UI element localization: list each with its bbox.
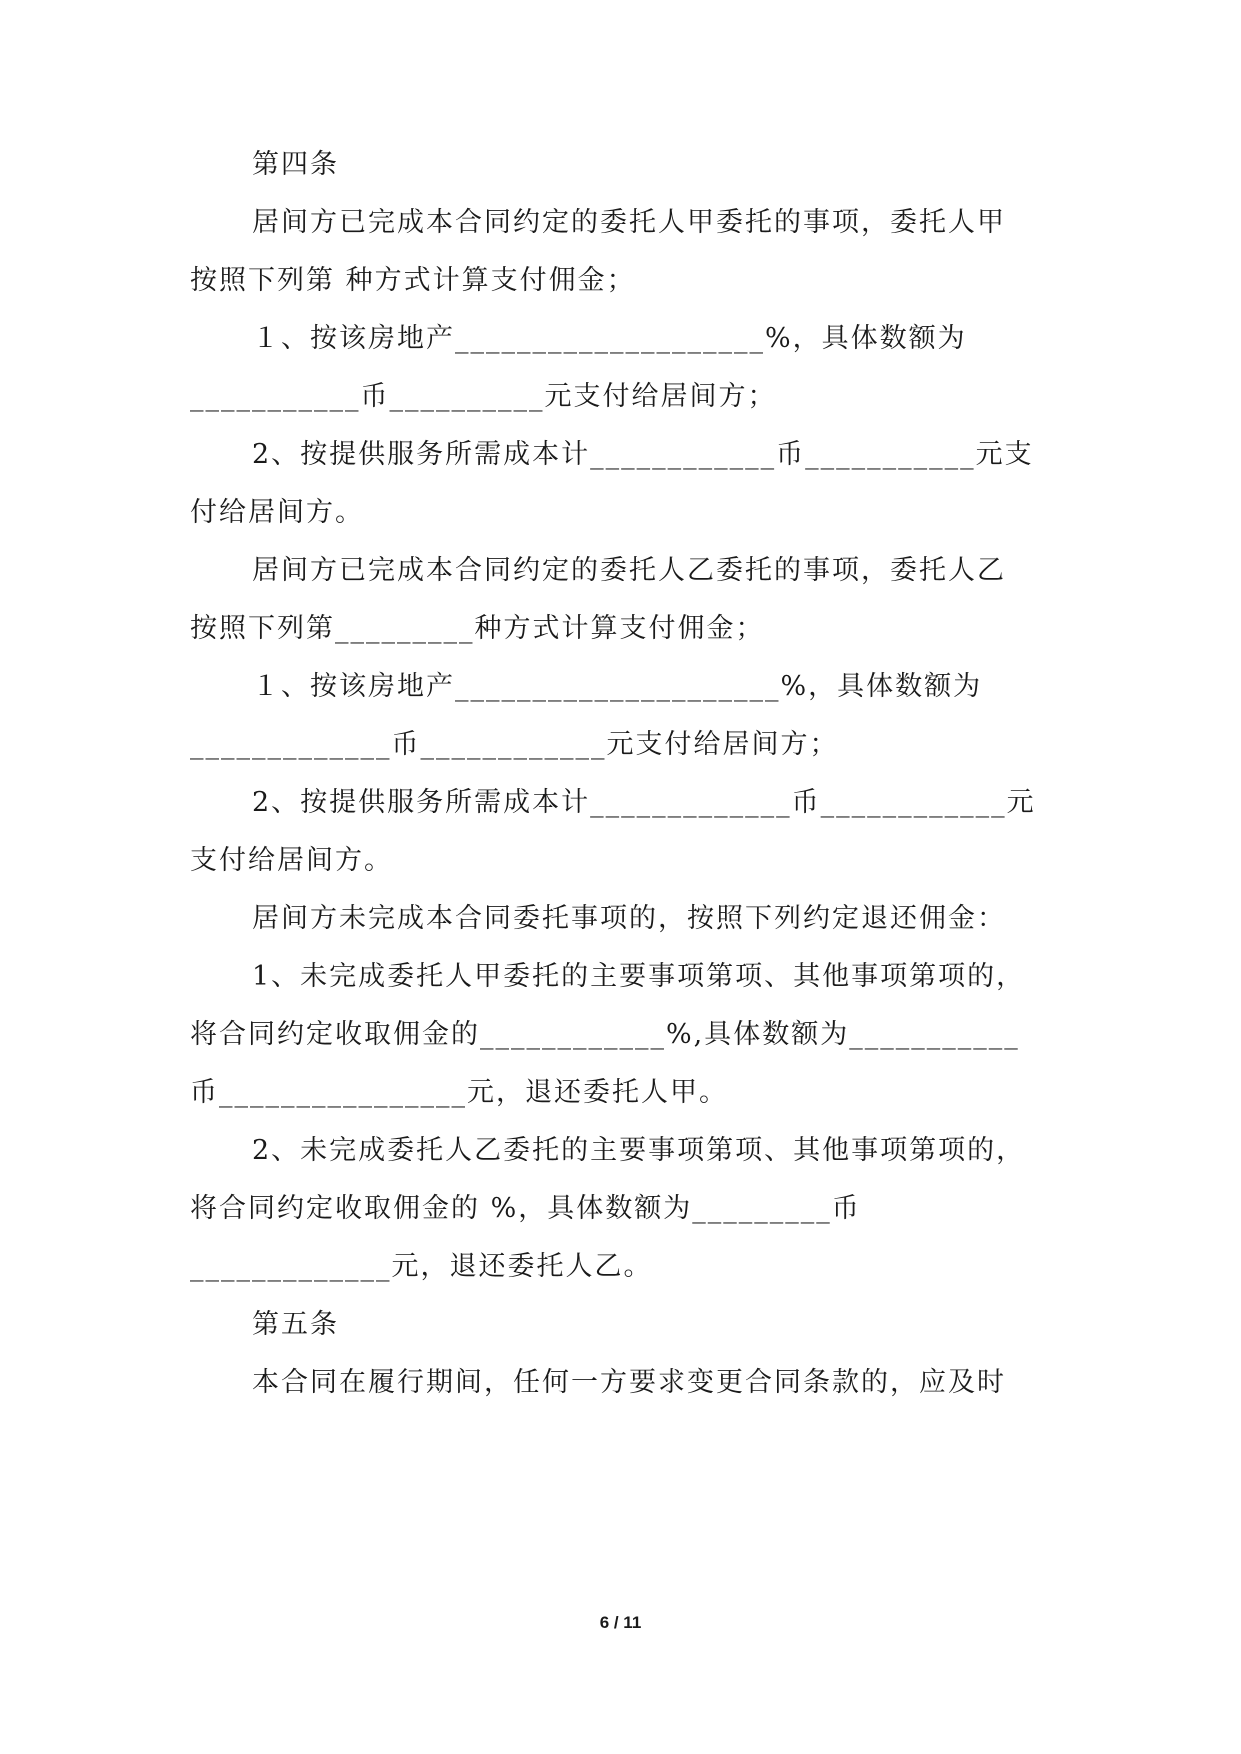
paragraph-line: 居间方已完成本合同约定的委托人甲委托的事项，委托人甲: [252, 207, 1006, 238]
paragraph-line: １、按该房地产____________________%，具体数额为: [252, 323, 967, 354]
page-number: 6 / 11: [599, 1613, 642, 1632]
paragraph-line: 居间方未完成本合同委托事项的，按照下列约定退还佣金：: [252, 903, 1006, 934]
paragraph-line: 支付给居间方。: [190, 845, 393, 876]
paragraph-line: _____________元，退还委托人乙。: [190, 1251, 653, 1282]
article-five-heading: 第五条: [252, 1309, 339, 1340]
paragraph-line: 居间方已完成本合同约定的委托人乙委托的事项，委托人乙: [252, 555, 1006, 586]
paragraph-line: 将合同约定收取佣金的 %，具体数额为_________币: [190, 1193, 861, 1224]
paragraph-line: _____________币____________元支付给居间方；: [190, 729, 839, 760]
article-four-heading: 第四条: [252, 149, 339, 180]
paragraph-line: 按照下列第_________种方式计算支付佣金；: [190, 613, 765, 644]
paragraph-line: 1、未完成委托人甲委托的主要事项第项、其他事项第项的，: [252, 961, 1026, 992]
paragraph-line: １、按该房地产_____________________%，具体数额为: [252, 671, 983, 702]
paragraph-line: 本合同在履行期间，任何一方要求变更合同条款的，应及时: [252, 1367, 1006, 1398]
paragraph-line: 2、按提供服务所需成本计_____________币____________元: [252, 787, 1036, 818]
paragraph-line: 2、按提供服务所需成本计____________币___________元支: [252, 439, 1034, 470]
paragraph-line: 2、未完成委托人乙委托的主要事项第项、其他事项第项的，: [252, 1135, 1026, 1166]
paragraph-line: ___________币__________元支付给居间方；: [190, 381, 777, 412]
paragraph-line: 币________________元，退还委托人甲。: [190, 1077, 728, 1108]
paragraph-line: 按照下列第 种方式计算支付佣金；: [190, 265, 636, 296]
paragraph-line: 付给居间方。: [190, 497, 364, 528]
paragraph-line: 将合同约定收取佣金的____________%,具体数额为___________: [190, 1019, 1020, 1050]
